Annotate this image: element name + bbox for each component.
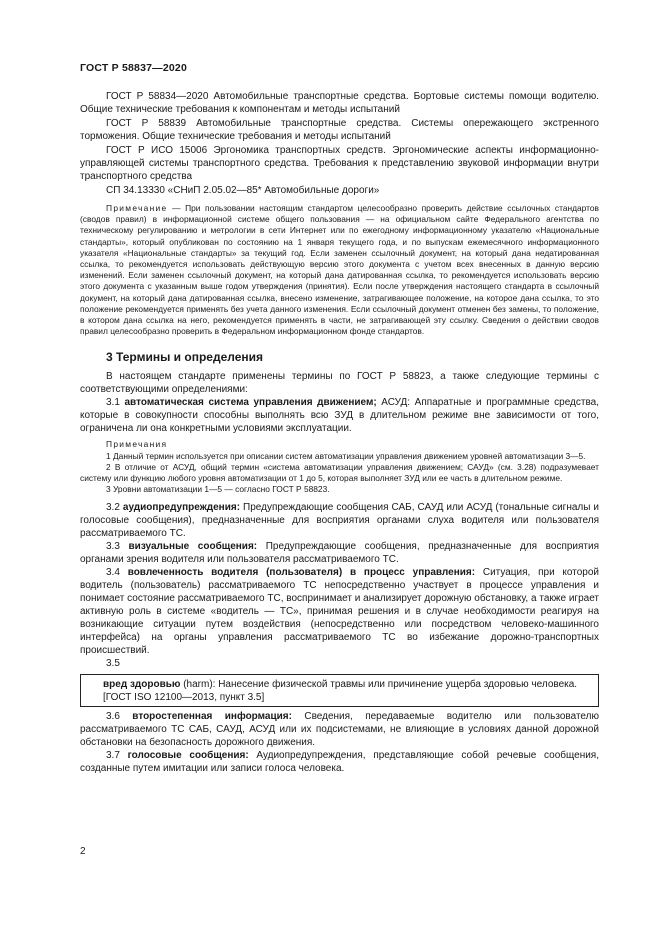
term-source: [ГОСТ ISO 12100—2013, пункт 3.5] [103, 692, 265, 704]
term-name: вовлеченность водителя (пользователя) в процесс управления: [127, 567, 476, 579]
term-number: 3.6 [106, 711, 133, 723]
reference-item: СП 34.13330 «СНиП 2.05.02—85* Автомобильные дороги» [106, 185, 380, 196]
reference-item: ГОСТ Р ИСО 15006 Эргономика транспортных средств. Эргономические аспекты информационно-управляющей системы транспортного средства. Требования к представлению звуковой информации внутри транспортного средства [80, 145, 599, 182]
term-definition: Сведения, передаваемые водителю или пользователю рассматриваемого ТС САБ, САУД, АСУД или их подсистемами, не влияющие в условиях данной дорожной обстановки на безопасность дорожного движения. [80, 711, 600, 749]
reference-item: ГОСТ Р 58834—2020 Автомобильные транспортные средства. Бортовые системы помощи водителю. Общие технические требования к компонентам и методы испытаний [80, 91, 599, 115]
term-definition: Ситуация, при которой водитель (пользователь) рассматриваемого ТС непосредственно участвует в процессе управления и понимает состояние рассматриваемого ТС, воспринимает и анализирует дорожную обстановку, а также играет активную роль в системе «водитель — ТС», принимая решения и в случае необходимости реагируя на возникающие ситуации путем воздействия (непосредственно или посредством человеко-машинного интерфейса) на органы управления рассматриваемого ТС во избежание дорожно-транспортных происшествий. [80, 567, 600, 657]
term-definition-3-4 [80, 566, 599, 657]
reference-item: ГОСТ Р 58839 Автомобильные транспортные средства. Системы опережающего экстренного торможения. Общие технические требования и методы испытаний [80, 118, 599, 142]
note-text: — При пользовании настоящим стандартом целесообразно проверить действие ссылочных стандартов (сводов правил) в информационной системе общего пользования — на официальном сайте Федерального агентства по техническому регулированию и метрологии в сети Интернет или по ежегодному информационному указателю «Национальные стандарты», который опубликован по состоянию на 1 января текущего года, и по выпускам ежемесячного информационного указателя «Национальные стандарты» за текущий год. Если заменен ссылочный документ, на который дана недатированная ссылка, то рекомендуется использовать действующую версию этого документа с учетом всех внесенных в данную версию изменений. Если заменен ссылочный документ, на который дана датированная ссылка, то рекомендуется использовать версию этого документа с указанным выше годом утверждения (принятия). Если после утверждения настоящего стандарта в ссылочный документ, на который дана датированная ссылка, внесено изменение, затрагивающее положение, на которое дана ссылка, то это положение рекомендуется применять без учета данного изменения. Если ссылочный документ отменен без замены, то положение, в котором дана ссылка на него, рекомендуется применять в части, не затрагивающей эту ссылку. Сведения о действии сводов правил целесообразно проверить в Федеральном информационном фонде стандартов. [80, 203, 599, 337]
borrowed-term-box [80, 674, 599, 707]
note-item: 3 Уровни автоматизации 1—5 — согласно ГОСТ Р 58823. [106, 484, 330, 495]
notes-label: Примечания [106, 439, 168, 450]
term-name: второстепенная информация: [132, 711, 292, 723]
term-name: аудиопредупреждения: [122, 502, 241, 514]
section-title: 3 Термины и определения [106, 350, 264, 365]
term-definition: (harm): Нанесение физической травмы или причинение ущерба здоровью человека. [180, 679, 578, 691]
term-number: 3.4 [106, 567, 128, 579]
term-number: 3.2 [106, 502, 123, 514]
term-definition: Предупреждающие сообщения САБ, САУД или АСУД (тональные сигналы и голосовые сообщения), предназначенные для восприятия органами слуха водителя или пользователя рассматриваемого ТС. [80, 502, 599, 540]
term-definition-3-3 [80, 540, 599, 566]
references-note [80, 203, 599, 337]
section-intro: В настоящем стандарте применены термины по ГОСТ Р 58823, а также следующие термины с соответствующими определениями: [80, 371, 599, 396]
term-name: голосовые сообщения: [127, 750, 249, 762]
term-definition-3-2 [80, 501, 599, 540]
term-definition: Аудиопредупреждения, представляющие собой речевые сообщения, созданные путем имитации или записи голоса человека. [80, 750, 600, 775]
term-number: 3.1 [106, 397, 125, 409]
term-name: автоматическая система управления движением; [124, 397, 377, 409]
term-definition: АСУД: Аппаратные и программные средства, которые в совокупности способны выполнять всю ЗУД в длительном режиме вне зависимости от того, ограничена ли она конкретными условиями эксплуатации. [80, 397, 600, 435]
document-code-header: ГОСТ Р 58837—2020 [80, 62, 188, 74]
term-definition: Предупреждающие сообщения, предназначенные для восприятия органами зрения водителя или пользователя рассматриваемого ТС. [80, 541, 599, 566]
term-definition-3-7 [80, 749, 599, 775]
page-content [80, 90, 599, 775]
note-label: Примечание [106, 203, 168, 213]
term-name: визуальные сообщения: [128, 541, 258, 553]
term-number-3-5: 3.5 [106, 658, 120, 670]
term-number: 3.3 [106, 541, 129, 553]
term-definition-3-1 [80, 396, 599, 435]
note-item: 1 Данный термин используется при описании систем автоматизации управления движением уровней автоматизации 3—5. [106, 450, 586, 461]
term-definition-3-5 [87, 678, 592, 691]
term-name: вред здоровью [103, 679, 181, 691]
page-number: 2 [80, 846, 86, 857]
term-number: 3.7 [106, 750, 128, 762]
note-item: 2 В отличие от АСУД, общий термин «система автоматизации управления движением; САУД» (см. 3.28) подразумевает систему или функцию любого уровня автоматизации от 1 до 5, которая выполняет ЗУД или ее часть в длительном режиме. [80, 461, 599, 484]
term-definition-3-6 [80, 710, 599, 749]
